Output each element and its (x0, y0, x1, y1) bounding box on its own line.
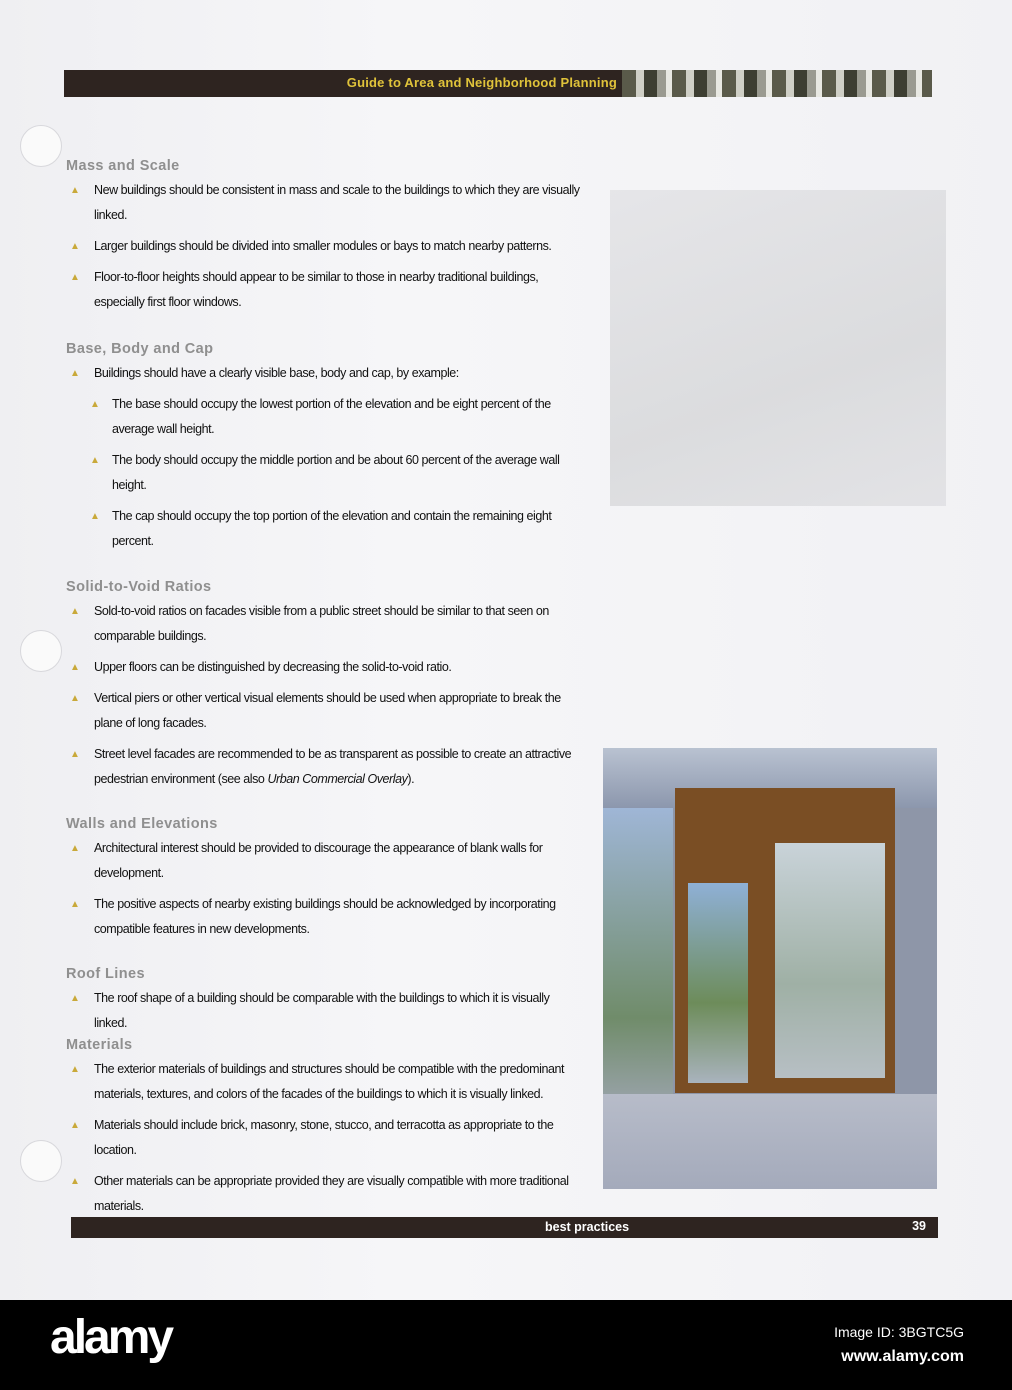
triangle-bullet-icon: ▲ (70, 368, 80, 379)
triangle-bullet-icon: ▲ (70, 241, 80, 252)
bullet-item: ▲ The roof shape of a building should be comparable with the buildings to which it is visually linked. (64, 986, 584, 1036)
bullet-item: ▲ Street level facades are recommended to be as transparent as possible to create an attractive pedestrian environment (see also Urban Commercial Overlay). (64, 742, 584, 792)
triangle-bullet-icon: ▲ (70, 1176, 80, 1187)
triangle-bullet-icon: ▲ (70, 749, 80, 760)
sub-bullet-item: ▲ The body should occupy the middle portion and be about 60 percent of the average wall height. (64, 448, 584, 498)
section-roof-lines (64, 966, 584, 1042)
triangle-bullet-icon: ▲ (70, 662, 80, 673)
footer-bar (71, 1217, 938, 1238)
bullet-item: ▲ The exterior materials of buildings and structures should be compatible with the predominant materials, textures, and colors of the facades of the buildings to which it is visually linked. (64, 1057, 584, 1107)
italic-reference: Urban Commercial Overlay (267, 772, 408, 786)
triangle-bullet-icon: ▲ (70, 899, 80, 910)
footer-label: best practices (545, 1220, 630, 1234)
faded-photo (610, 190, 946, 506)
watermark-bar (0, 1300, 1012, 1390)
punch-hole (20, 1140, 62, 1182)
section-heading: Mass and Scale (66, 158, 180, 174)
bullet-item: ▲ Vertical piers or other vertical visual elements should be used when appropriate to break the plane of long facades. (64, 686, 584, 736)
triangle-bullet-icon: ▲ (70, 993, 80, 1004)
triangle-bullet-icon: ▲ (70, 1064, 80, 1075)
section-mass-and-scale (64, 158, 584, 321)
section-heading: Materials (66, 1037, 133, 1053)
triangle-bullet-icon: ▲ (70, 1120, 80, 1131)
triangle-bullet-icon: ▲ (90, 511, 100, 522)
alamy-logo: alamy (50, 1311, 172, 1364)
triangle-bullet-icon: ▲ (70, 843, 80, 854)
section-walls-and-elevations (64, 816, 584, 948)
section-base-body-cap (64, 341, 584, 560)
bullet-item: ▲ Materials should include brick, masonry, stone, stucco, and terracotta as appropriate to the location. (64, 1113, 584, 1163)
section-materials (64, 1037, 584, 1225)
triangle-bullet-icon: ▲ (90, 455, 100, 466)
triangle-bullet-icon: ▲ (70, 272, 80, 283)
triangle-bullet-icon: ▲ (70, 606, 80, 617)
bullet-item: ▲ Other materials can be appropriate provided they are visually compatible with more traditional materials. (64, 1169, 584, 1219)
section-heading: Base, Body and Cap (66, 341, 214, 357)
page-number: 39 (912, 1219, 926, 1233)
section-heading: Roof Lines (66, 966, 145, 982)
header-photo-strip (622, 70, 932, 97)
bullet-item: ▲ The positive aspects of nearby existing buildings should be acknowledged by incorporating compatible features in new developments. (64, 892, 584, 942)
triangle-bullet-icon: ▲ (90, 399, 100, 410)
header-title: Guide to Area and Neighborhood Planning (346, 75, 617, 90)
section-heading: Solid-to-Void Ratios (66, 579, 212, 595)
watermark-url: www.alamy.com (841, 1348, 964, 1365)
triangle-bullet-icon: ▲ (70, 185, 80, 196)
bullet-item: ▲ Larger buildings should be divided into smaller modules or bays to match nearby patterns. (64, 234, 584, 259)
bullet-item: ▲ Sold-to-void ratios on facades visible from a public street should be similar to that seen on comparable buildings. (64, 599, 584, 649)
header-bar (64, 70, 932, 97)
sub-bullet-item: ▲ The cap should occupy the top portion of the elevation and contain the remaining eight percent. (64, 504, 584, 554)
storefront-photo (603, 748, 937, 1189)
bullet-item: ▲ Architectural interest should be provided to discourage the appearance of blank walls for development. (64, 836, 584, 886)
section-solid-to-void (64, 579, 584, 798)
punch-hole (20, 630, 62, 672)
bullet-item: ▲ Upper floors can be distinguished by decreasing the solid-to-void ratio. (64, 655, 584, 680)
bullet-item: ▲ Buildings should have a clearly visible base, body and cap, by example: (64, 361, 584, 386)
triangle-bullet-icon: ▲ (70, 693, 80, 704)
punch-hole (20, 125, 62, 167)
sub-bullet-item: ▲ The base should occupy the lowest portion of the elevation and be eight percent of the average wall height. (64, 392, 584, 442)
image-id: Image ID: 3BGTC5G (834, 1324, 964, 1340)
section-heading: Walls and Elevations (66, 816, 218, 832)
bullet-item: ▲ Floor-to-floor heights should appear to be similar to those in nearby traditional buildings, especially first floor windows. (64, 265, 584, 315)
bullet-item: ▲ New buildings should be consistent in mass and scale to the buildings to which they are visually linked. (64, 178, 584, 228)
